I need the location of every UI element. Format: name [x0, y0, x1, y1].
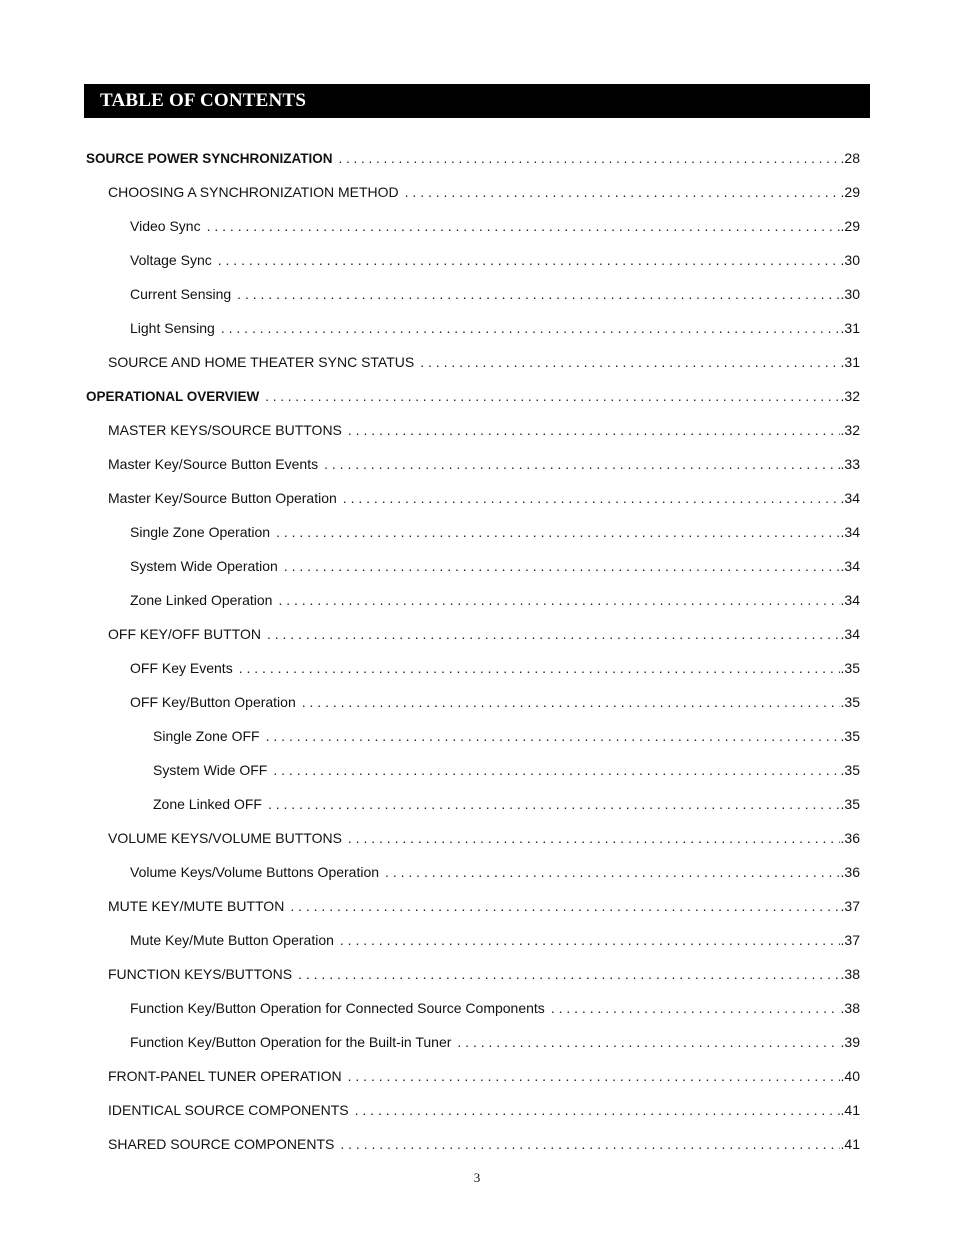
- page-number: 3: [473, 1170, 481, 1185]
- toc-entry-page: .35: [840, 728, 860, 744]
- toc-entry-title: Zone Linked OFF: [153, 796, 262, 812]
- toc-entry-page: .35: [840, 694, 860, 710]
- toc-entry-page: .34: [840, 490, 860, 506]
- toc-entry-title: System Wide Operation: [130, 558, 278, 574]
- toc-entry-title: Zone Linked Operation: [130, 592, 273, 608]
- toc-entry[interactable]: [84, 685, 860, 719]
- dot-leader: [290, 898, 839, 914]
- dot-leader: [278, 592, 839, 608]
- toc-entry[interactable]: [84, 447, 860, 481]
- toc-entry-title: Voltage Sync: [130, 252, 212, 268]
- dot-leader: [340, 932, 840, 948]
- toc-entry-title: VOLUME KEYS/VOLUME BUTTONS: [108, 830, 342, 846]
- toc-entry[interactable]: [84, 855, 860, 889]
- dot-leader: [268, 796, 840, 812]
- toc-entry-title: MASTER KEYS/SOURCE BUTTONS: [108, 422, 342, 438]
- toc-entry[interactable]: [84, 311, 860, 345]
- toc-entry-page: .29: [840, 218, 860, 234]
- toc-entry-title: Volume Keys/Volume Buttons Operation: [130, 864, 380, 880]
- toc-entry-title: SHARED SOURCE COMPONENTS: [108, 1136, 335, 1152]
- toc-entry-title: Light Sensing: [130, 320, 215, 336]
- toc-entry-page: .33: [840, 456, 860, 472]
- toc-entry-page: .41: [840, 1136, 860, 1152]
- toc-entry-title: SOURCE AND HOME THEATER SYNC STATUS: [108, 354, 415, 370]
- dot-leader: [324, 456, 839, 472]
- toc-entry-title: Mute Key/Mute Button Operation: [130, 932, 334, 948]
- toc-entry-page: .32: [840, 422, 860, 438]
- dot-leader: [339, 151, 840, 166]
- toc-heading: TABLE OF CONTENTS: [100, 90, 307, 111]
- toc-entry[interactable]: [84, 175, 860, 209]
- toc-entry-title: OPERATIONAL OVERVIEW: [86, 388, 260, 404]
- dot-leader: [266, 728, 840, 744]
- toc-entry[interactable]: [84, 719, 860, 753]
- toc-entry-page: .30: [840, 286, 860, 302]
- toc-entry-title: CHOOSING A SYNCHRONIZATION METHOD: [108, 184, 399, 200]
- dot-leader: [265, 389, 839, 404]
- toc-entry-title: FUNCTION KEYS/BUTTONS: [108, 966, 293, 982]
- dot-leader: [551, 1000, 840, 1016]
- dot-leader: [273, 762, 839, 778]
- toc-entry-page: .36: [840, 830, 860, 846]
- toc-entry-title: Current Sensing: [130, 286, 232, 302]
- toc-entry[interactable]: [84, 141, 860, 175]
- toc-entry[interactable]: [84, 617, 860, 651]
- toc-entry-page: .38: [840, 966, 860, 982]
- dot-leader: [348, 1068, 840, 1084]
- toc-entry-page: .28: [840, 150, 860, 166]
- toc-entry-page: .32: [840, 388, 860, 404]
- toc-entry[interactable]: [84, 379, 860, 413]
- toc-entry-page: .34: [840, 626, 860, 642]
- dot-leader: [237, 286, 839, 302]
- toc-entry-page: .39: [840, 1034, 860, 1050]
- toc-entry-page: .40: [840, 1068, 860, 1084]
- toc-entry[interactable]: [84, 209, 860, 243]
- toc-entry-page: .37: [840, 932, 860, 948]
- toc-header-bar: [84, 84, 870, 118]
- toc-entry-page: .37: [840, 898, 860, 914]
- toc-entry[interactable]: [84, 957, 860, 991]
- toc-entry-page: .35: [840, 660, 860, 676]
- toc-entry-title: Master Key/Source Button Events: [108, 456, 319, 472]
- toc-entry-page: .34: [840, 558, 860, 574]
- toc-entry-page: .31: [840, 354, 860, 370]
- dot-leader: [267, 626, 840, 642]
- toc-entry-title: Single Zone Operation: [130, 524, 271, 540]
- dot-leader: [385, 864, 839, 880]
- toc-entry[interactable]: [84, 413, 860, 447]
- toc-entry-title: Function Key/Button Operation for the Built-in Tuner: [130, 1034, 452, 1050]
- toc-entry-page: .41: [840, 1102, 860, 1118]
- dot-leader: [298, 966, 839, 982]
- dot-leader: [457, 1034, 839, 1050]
- toc-entry[interactable]: [84, 1127, 860, 1161]
- dot-leader: [207, 218, 840, 234]
- toc-entry[interactable]: [84, 345, 860, 379]
- toc-entry[interactable]: [84, 1059, 860, 1093]
- dot-leader: [343, 490, 840, 506]
- toc-entry-title: Video Sync: [130, 218, 201, 234]
- toc-entry-page: .34: [840, 524, 860, 540]
- dot-leader: [348, 422, 840, 438]
- toc-entry[interactable]: [84, 889, 860, 923]
- toc-entry-title: Master Key/Source Button Operation: [108, 490, 337, 506]
- toc-entry[interactable]: [84, 515, 860, 549]
- toc-entry-page: .35: [840, 796, 860, 812]
- toc-entry-title: OFF Key/Button Operation: [130, 694, 296, 710]
- toc-entry-page: .30: [840, 252, 860, 268]
- toc-entry-page: .35: [840, 762, 860, 778]
- toc-entry-title: FRONT-PANEL TUNER OPERATION: [108, 1068, 342, 1084]
- toc-entry-page: .29: [840, 184, 860, 200]
- toc-entry[interactable]: [84, 583, 860, 617]
- table-of-contents: [84, 141, 860, 1161]
- dot-leader: [348, 830, 840, 846]
- dot-leader: [221, 320, 840, 336]
- toc-entry[interactable]: [84, 923, 860, 957]
- toc-entry[interactable]: [84, 277, 860, 311]
- toc-entry[interactable]: [84, 549, 860, 583]
- toc-entry[interactable]: [84, 1025, 860, 1059]
- toc-entry[interactable]: [84, 821, 860, 855]
- toc-entry[interactable]: [84, 1093, 860, 1127]
- toc-entry-title: System Wide OFF: [153, 762, 268, 778]
- toc-entry-title: Single Zone OFF: [153, 728, 260, 744]
- toc-entry-page: .34: [840, 592, 860, 608]
- dot-leader: [218, 252, 840, 268]
- dot-leader: [340, 1136, 839, 1152]
- toc-entry[interactable]: [84, 481, 860, 515]
- dot-leader: [239, 660, 840, 676]
- toc-entry[interactable]: [84, 243, 860, 277]
- toc-entry-title: Function Key/Button Operation for Connected Source Components: [130, 1000, 545, 1016]
- toc-entry-page: .31: [840, 320, 860, 336]
- toc-entry[interactable]: [84, 753, 860, 787]
- dot-leader: [420, 354, 839, 370]
- toc-entry-page: .36: [840, 864, 860, 880]
- toc-entry-title: MUTE KEY/MUTE BUTTON: [108, 898, 285, 914]
- dot-leader: [302, 694, 840, 710]
- toc-entry-title: OFF Key Events: [130, 660, 233, 676]
- toc-entry[interactable]: [84, 787, 860, 821]
- dot-leader: [405, 184, 840, 200]
- dot-leader: [284, 558, 840, 574]
- toc-entry[interactable]: [84, 651, 860, 685]
- toc-entry-page: .38: [840, 1000, 860, 1016]
- dot-leader: [276, 524, 839, 540]
- toc-entry[interactable]: [84, 991, 860, 1025]
- toc-entry-title: IDENTICAL SOURCE COMPONENTS: [108, 1102, 349, 1118]
- toc-entry-title: OFF KEY/OFF BUTTON: [108, 626, 261, 642]
- toc-entry-title: SOURCE POWER SYNCHRONIZATION: [86, 150, 333, 166]
- dot-leader: [355, 1102, 840, 1118]
